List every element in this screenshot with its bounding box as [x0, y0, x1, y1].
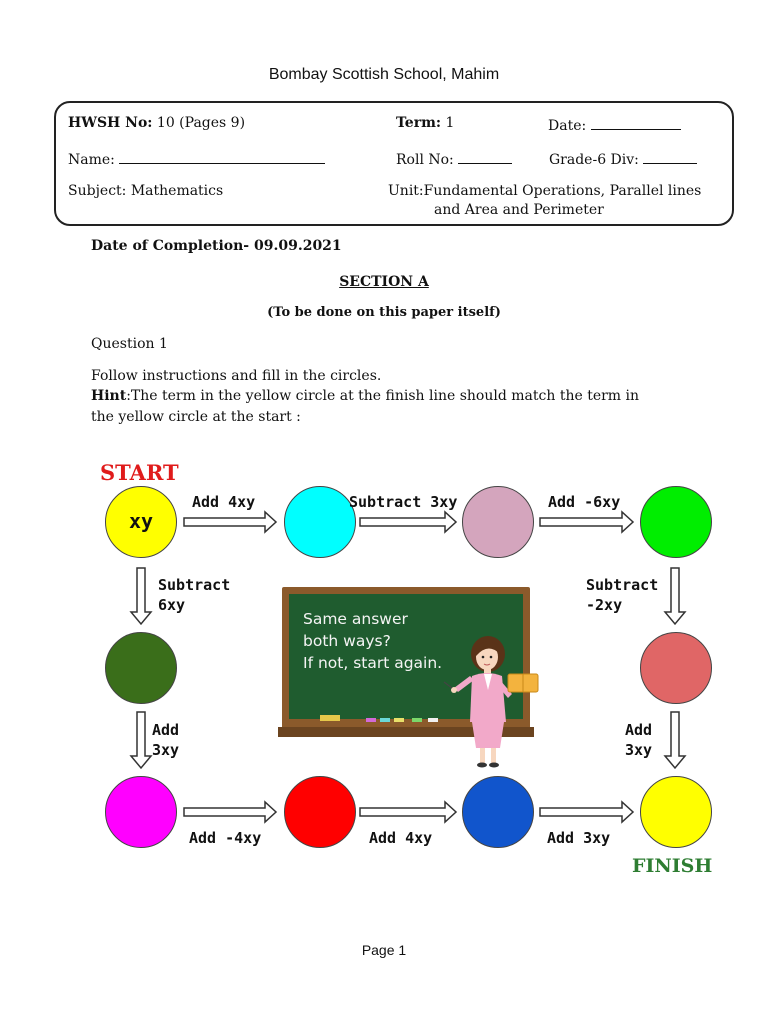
unit-line-1: Unit:Fundamental Operations, Parallel lines [388, 183, 702, 199]
hwsh-label: HWSH No: [68, 115, 153, 131]
subject-text: Subject: Mathematics [68, 183, 224, 199]
op-top-3: Add -6xy [548, 493, 621, 511]
arrow-right-bottom-3 [540, 802, 633, 822]
circle-bottom-2[interactable] [284, 776, 356, 848]
arrow-right-bottom-1 [184, 802, 276, 822]
hint-text: :The term in the yellow circle at the finish line should match the term in [126, 388, 640, 404]
op-right-1 [586, 575, 658, 615]
board-line-2: both ways? [303, 632, 391, 650]
name-label: Name: [68, 152, 115, 168]
chalk-purple [366, 718, 376, 722]
circle-top-2[interactable] [284, 486, 356, 558]
page-number: Page 1 [361, 942, 407, 958]
school-name: Bombay Scottish School, Mahim [268, 66, 500, 83]
circle-right-mid[interactable] [640, 632, 712, 704]
arrow-right-top-1 [184, 512, 276, 532]
op-left-2 [152, 720, 179, 760]
roll-label: Roll No: [396, 152, 454, 168]
op-top-2: Subtract 3xy [349, 493, 458, 511]
date-label: Date: [548, 118, 587, 134]
op-right-2-term: 3xy [625, 741, 653, 759]
chalk-white [428, 718, 438, 722]
op-left-1-term: 6xy [158, 596, 186, 614]
circle-left-mid[interactable] [105, 632, 177, 704]
op-bottom-1: Add -4xy [189, 829, 262, 847]
circle-bottom-1[interactable] [105, 776, 177, 848]
op-right-1-verb: Subtract [586, 576, 659, 594]
chalk-cyan [380, 718, 390, 722]
op-bottom-3: Add 3xy [547, 829, 611, 847]
board-line-3: If not, start again. [303, 654, 443, 672]
finish-label: FINISH [632, 855, 713, 877]
start-term: xy [128, 509, 154, 533]
start-circle[interactable] [105, 486, 177, 558]
section-title: SECTION A [339, 274, 429, 290]
finish-circle[interactable] [640, 776, 712, 848]
op-right-1-term: -2xy [586, 596, 623, 614]
question-label: Question 1 [91, 336, 168, 352]
instruction-text: Follow instructions and fill in the circles. [91, 368, 382, 384]
arrow-right-bottom-2 [360, 802, 456, 822]
op-left-2-verb: Add [152, 721, 180, 739]
term-label: Term: [396, 115, 442, 131]
circle-top-4[interactable] [640, 486, 712, 558]
chalk-yellow-small [394, 718, 404, 722]
arrow-down-right-2 [665, 712, 685, 768]
arrow-down-left-1 [131, 568, 151, 624]
circle-top-3[interactable] [462, 486, 534, 558]
op-bottom-2: Add 4xy [369, 829, 433, 847]
completion-date: Date of Completion- 09.09.2021 [91, 238, 342, 254]
arrow-right-top-3 [540, 512, 633, 532]
op-right-2 [625, 720, 652, 760]
grade-div-label: Grade-6 Div: [549, 152, 639, 168]
unit-line-2: and Area and Perimeter [434, 202, 604, 218]
start-label: START [100, 460, 179, 485]
arrow-down-left-2 [131, 712, 151, 768]
section-note: (To be done on this paper itself) [267, 305, 501, 320]
chalk-green [412, 718, 422, 722]
arrow-down-right-1 [665, 568, 685, 624]
board-line-1: Same answer [303, 610, 408, 628]
arrow-right-top-2 [360, 512, 456, 532]
hint-line-2: the yellow circle at the start : [91, 409, 301, 425]
op-left-2-term: 3xy [152, 741, 180, 759]
term-value: 1 [445, 115, 455, 131]
op-left-1 [158, 575, 230, 615]
circle-bottom-3[interactable] [462, 776, 534, 848]
op-right-2-verb: Add [625, 721, 653, 739]
op-top-1: Add 4xy [192, 493, 256, 511]
hwsh-value: 10 (Pages 9) [156, 115, 246, 131]
hint-label: Hint [91, 388, 127, 404]
chalk-yellow [320, 715, 340, 721]
teacher-illustration-icon [440, 630, 550, 770]
op-left-1-verb: Subtract [158, 576, 231, 594]
